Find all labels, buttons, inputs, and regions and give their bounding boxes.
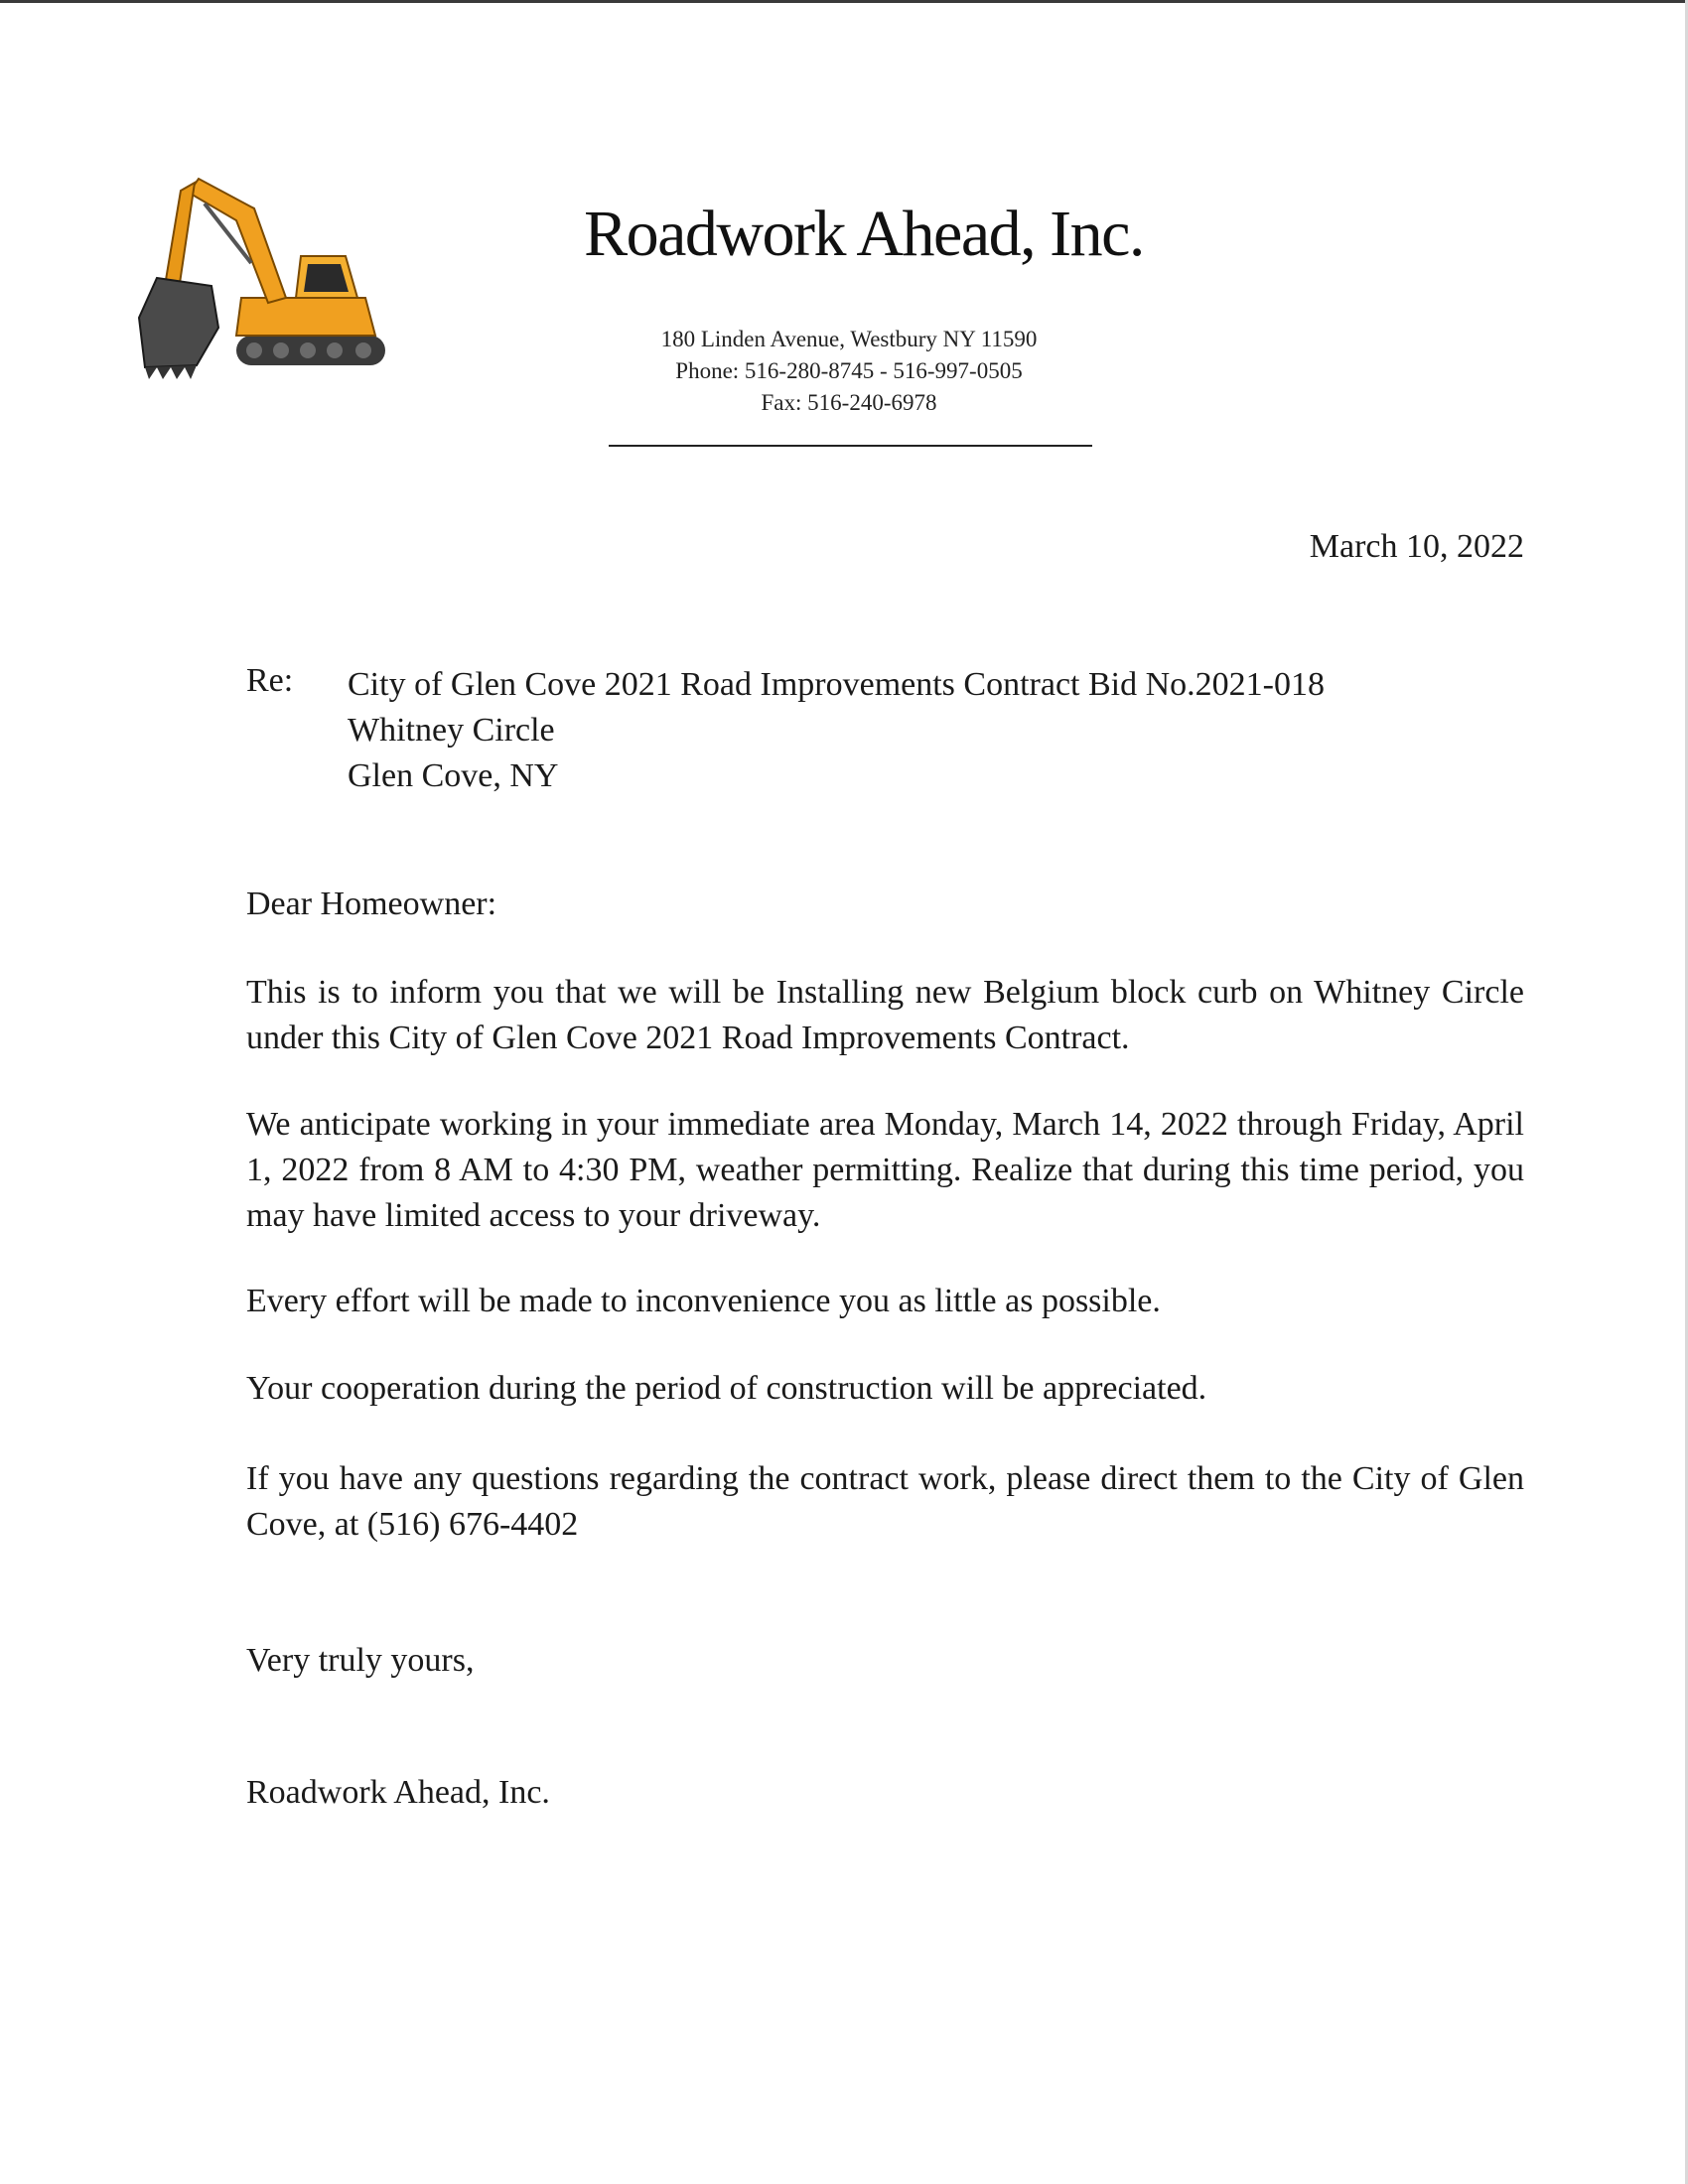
- letterhead-divider: [609, 445, 1092, 447]
- letter-date: March 10, 2022: [1309, 528, 1524, 565]
- reference-label: Re:: [246, 662, 294, 699]
- excavator-arm: [165, 183, 195, 290]
- company-name: Roadwork Ahead, Inc.: [584, 198, 1144, 270]
- company-address-block: [551, 324, 1147, 419]
- excavator-bucket: [139, 278, 218, 367]
- paragraph-cooperation: Your cooperation during the period of construction will be appreciated.: [246, 1370, 1207, 1407]
- paragraph-questions: If you have any questions regarding the contract work, please direct them to the City of Glen Cove, at (516) 676-4402: [246, 1460, 1524, 1543]
- reference-line: Glen Cove, NY: [348, 757, 559, 794]
- closing: Very truly yours,: [246, 1642, 475, 1679]
- paragraph-effort: Every effort will be made to inconvenience you as little as possible.: [246, 1283, 1161, 1319]
- reference-line: Whitney Circle: [348, 712, 555, 749]
- salutation: Dear Homeowner:: [246, 886, 497, 922]
- scan-edge-top: [0, 0, 1688, 3]
- reference-block: [348, 662, 1325, 799]
- company-phone: Phone: 516-280-8745 - 516-997-0505: [675, 358, 1023, 383]
- excavator-body: [236, 298, 375, 336]
- excavator-icon: [137, 169, 395, 392]
- reference-line: City of Glen Cove 2021 Road Improvements Contract Bid No.2021-018: [348, 666, 1325, 703]
- paragraph-schedule: We anticipate working in your immediate area Monday, March 14, 2022 through Friday, April 1, 2022 from 8 AM to 4:30 PM, weather permitting. Realize that during this time period, you may have limited access to your driveway.: [246, 1106, 1524, 1234]
- paragraph-intro: This is to inform you that we will be Installing new Belgium block curb on Whitney Circle under this City of Glen Cove 2021 Road Improvements Contract.: [246, 974, 1524, 1056]
- company-fax: Fax: 516-240-6978: [761, 390, 937, 415]
- signature-company: Roadwork Ahead, Inc.: [246, 1774, 550, 1811]
- company-address: 180 Linden Avenue, Westbury NY 11590: [660, 327, 1038, 351]
